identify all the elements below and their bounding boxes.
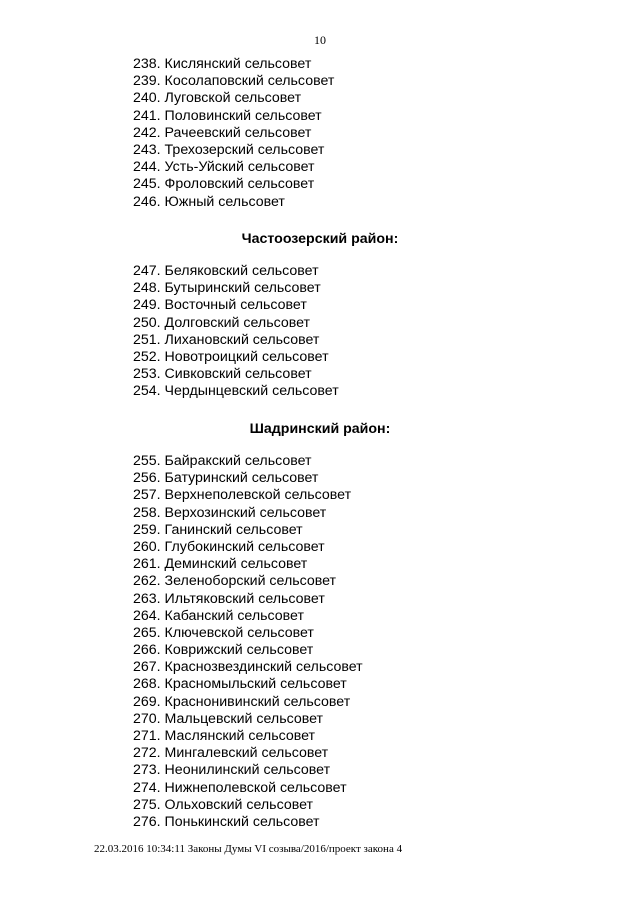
list-item: 269. Краснонивинский сельсовет	[133, 693, 351, 710]
list-item: 245. Фроловский сельсовет	[133, 176, 315, 193]
list-item: 261. Деминский сельсовет	[133, 556, 308, 573]
list-item: 274. Нижнеполевской сельсовет	[133, 779, 347, 796]
list-item: 259. Ганинский сельсовет	[133, 521, 303, 538]
list-item: 276. Понькинский сельсовет	[133, 813, 320, 830]
list-item: 260. Глубокинский сельсовет	[133, 538, 325, 555]
list-item: 265. Ключевской сельсовет	[133, 624, 314, 641]
list-item: 267. Краснозвездинский сельсовет	[133, 659, 363, 676]
list-item: 257. Верхнеполевской сельсовет	[133, 487, 352, 504]
list-item: 256. Батуринский сельсовет	[133, 470, 319, 487]
list-item: 249. Восточный сельсовет	[133, 297, 307, 314]
list-item: 248. Бутыринский сельсовет	[133, 280, 321, 297]
district-heading-shadrinsky: Шадринский район:	[249, 421, 391, 437]
list-item: 244. Усть-Уйский сельсовет	[133, 159, 315, 176]
list-item: 238. Кислянский сельсовет	[133, 56, 312, 72]
list-item: 266. Коврижский сельсовет	[133, 642, 314, 659]
list-item: 258. Верхозинский сельсовет	[133, 504, 327, 521]
list-item: 251. Лихановский сельсовет	[133, 331, 320, 348]
list-item: 242. Рачеевский сельсовет	[133, 124, 312, 141]
list-item: 241. Половинский сельсовет	[133, 107, 322, 124]
list-item: 268. Красномыльский сельсовет	[133, 676, 347, 693]
list-item: 264. Кабанский сельсовет	[133, 607, 304, 624]
list-item: 243. Трехозерский сельсовет	[133, 141, 325, 158]
list-item: 255. Байракский сельсовет	[133, 453, 312, 469]
list-item: 270. Мальцевский сельсовет	[133, 710, 324, 727]
list-item: 275. Ольховский сельсовет	[133, 796, 314, 813]
list-item: 247. Беляковский сельсовет	[133, 263, 319, 279]
council-list-section-1	[133, 56, 334, 211]
list-item: 272. Мингалевский сельсовет	[133, 745, 329, 762]
list-item: 273. Неонилинский сельсовет	[133, 762, 331, 779]
list-item: 254. Чердынцевский сельсовет	[133, 383, 339, 400]
district-heading-chastoozersky: Частоозерский район:	[241, 231, 399, 247]
list-item: 250. Долговский сельсовет	[133, 314, 311, 331]
list-item: 240. Луговской сельсовет	[133, 90, 302, 107]
council-list-chastoozersky	[133, 263, 339, 401]
page-number: 10	[314, 33, 326, 47]
list-item: 239. Косолаповский сельсовет	[133, 73, 335, 90]
council-list-shadrinsky	[133, 453, 363, 831]
list-item: 253. Сивковский сельсовет	[133, 366, 312, 383]
list-item: 263. Ильтяковский сельсовет	[133, 590, 325, 607]
document-footer: 22.03.2016 10:34:11 Законы Думы VI созыва/2016/проект закона 4	[94, 843, 403, 855]
list-item: 246. Южный сельсовет	[133, 193, 285, 210]
list-item: 262. Зеленоборский сельсовет	[133, 573, 337, 590]
list-item: 271. Маслянский сельсовет	[133, 728, 316, 744]
list-item: 252. Новотроицкий сельсовет	[133, 348, 329, 365]
